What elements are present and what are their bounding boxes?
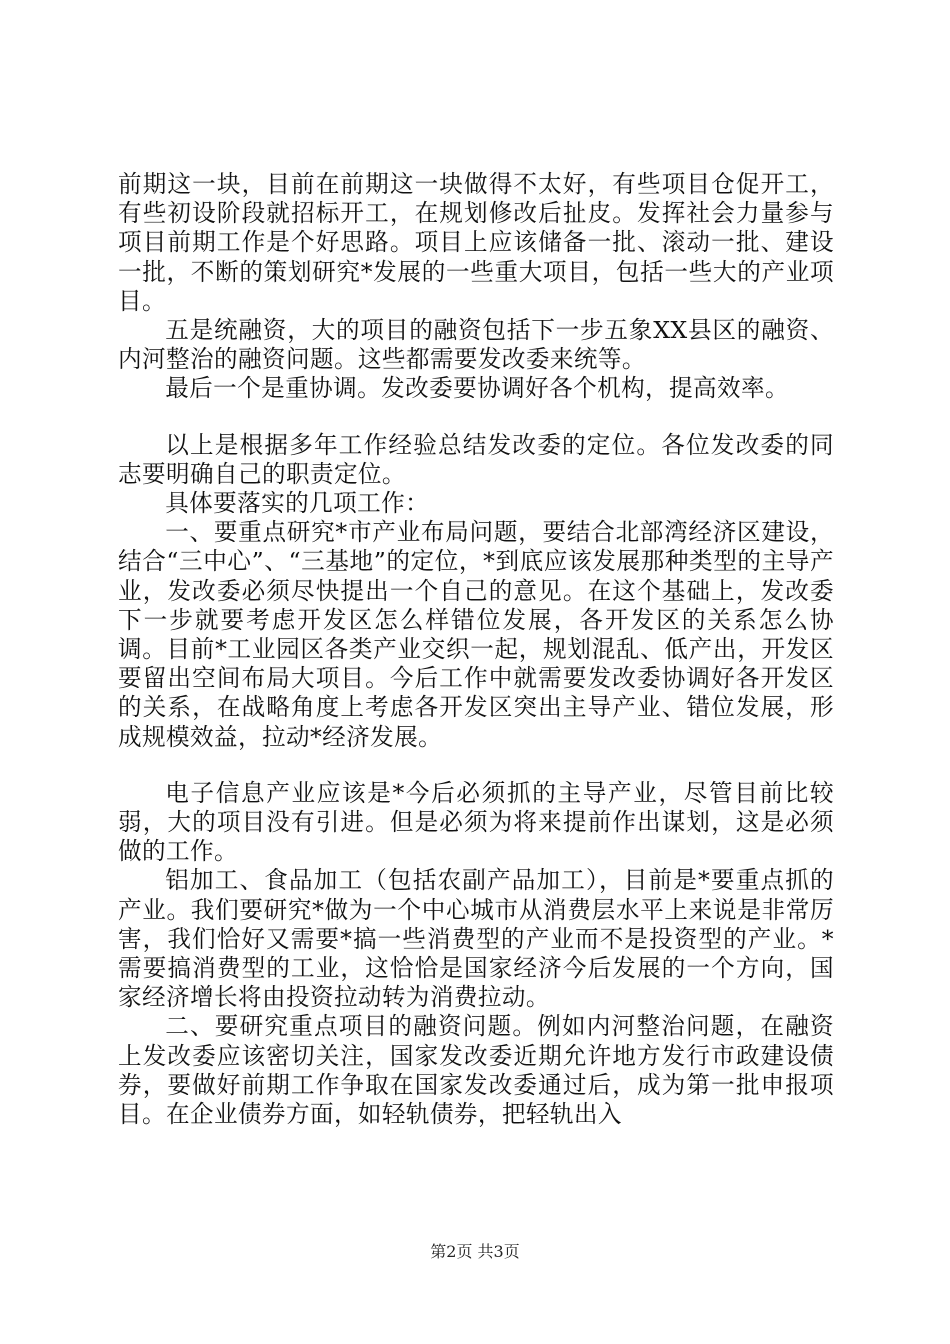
paragraph-9: 二、要研究重点项目的融资问题。例如内河整治问题，在融资上发改委应该密切关注，国家发改委近期允许地方发行市政建设债券，要做好前期工作争取在国家发改委通过后，成为第一批申报项目。在企业债券方面，如轻轨债券，把轻轨出入 [118,1012,834,1129]
paragraph-3: 最后一个是重协调。发改委要协调好各个机构，提高效率。 [165,374,790,403]
paragraph-5: 具体要落实的几项工作： [165,489,430,518]
paragraph-gap [118,404,834,431]
document-body [118,170,834,1129]
page-number-footer: 第2页 共3页 [430,1242,520,1261]
paragraph-gap [118,752,834,779]
paragraph-6: 一、要重点研究*市产业布局问题，要结合北部湾经济区建设，结合“三中心”、“三基地”的定位，*到底应该发展那种类型的主导产业，发改委必须尽快提出一个自己的意见。在这个基础上，发改委下一步就要考虑开发区怎么样错位发展，各开发区的关系怎么协调。目前*工业园区各类产业交织一起，规划混乱、低产出，开发区要留出空间布局大项目。今后工作中就需要发改委协调好各开发区的关系，在战略角度上考虑各开发区突出主导产业、错位发展，形成规模效益，拉动*经济发展。 [118,518,834,751]
paragraph-2: 五是统融资，大的项目的融资包括下一步五象XX县区的融资、内河整治的融资问题。这些都需要发改委来统等。 [118,316,834,374]
paragraph-7: 电子信息产业应该是*今后必须抓的主导产业，尽管目前比较弱，大的项目没有引进。但是必须为将来提前作出谋划，这是必须做的工作。 [118,778,834,866]
paragraph-8: 铝加工、食品加工（包括农副产品加工），目前是*要重点抓的产业。我们要研究*做为一个中心城市从消费层水平上来说是非常厉害，我们恰好又需要*搞一些消费型的产业而不是投资型的产业。*需要搞消费型的工业，这恰恰是国家经济今后发展的一个方向，国家经济增长将由投资拉动转为消费拉动。 [118,866,834,1012]
paragraph-1: 前期这一块，目前在前期这一块做得不太好，有些项目仓促开工，有些初设阶段就招标开工，在规划修改后扯皮。发挥社会力量参与项目前期工作是个好思路。项目上应该储备一批、滚动一批、建设一批，不断的策划研究*发展的一些重大项目，包括一些大的产业项目。 [118,170,834,315]
paragraph-4: 以上是根据多年工作经验总结发改委的定位。各位发改委的同志要明确自己的职责定位。 [118,430,834,488]
